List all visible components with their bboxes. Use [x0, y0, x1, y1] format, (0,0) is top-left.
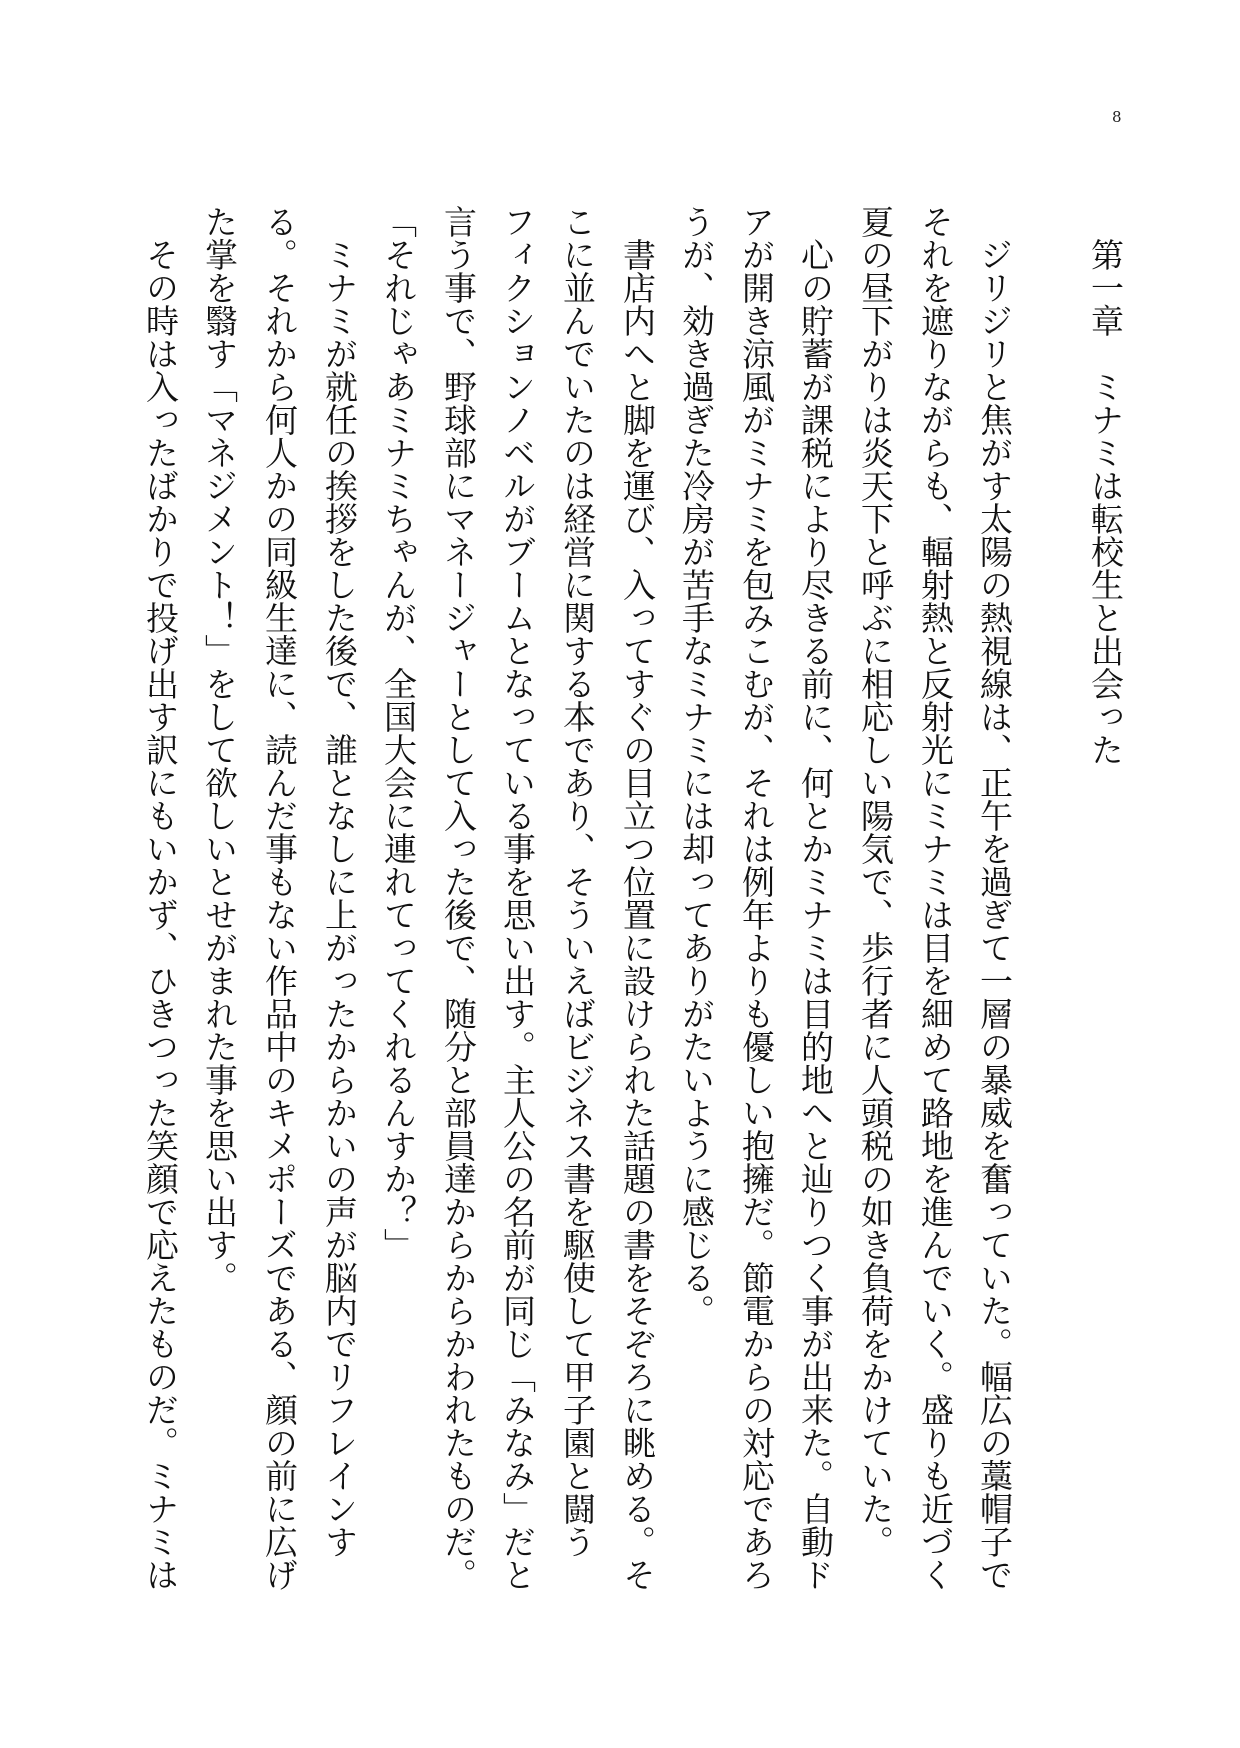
text-column: 書店内へと脚を運び、入ってすぐの目立つ位置に設けられた話題の書をそぞろに眺める。そ	[618, 205, 657, 1591]
text-column: それを遮りながらも、輻射熱と反射光にミナミは目を細めて路地を進んでいく。盛りも近づく	[916, 205, 955, 1591]
text-column: た掌を翳す「マネジメント！」をして欲しいとせがまれた事を思い出す。	[200, 205, 239, 1294]
text-column: 心の貯蓄が課税により尽きる前に、何とかミナミは目的地へと辿りつく事が出来た。自動ド	[796, 205, 835, 1591]
text-column: うが、効き過ぎた冷房が苦手なミナミには却ってありがたいように感じる。	[677, 205, 716, 1327]
text-column: フィクションノベルがブームとなっている事を思い出す。主人公の名前が同じ「みなみ」だと	[498, 205, 537, 1591]
text-column: 言う事で、野球部にマネージャーとして入った後で、随分と部員達からからかわれたものだ。	[439, 205, 478, 1591]
text-column: ミナミが就任の挨拶をした後で、誰となしに上がったからかいの声が脳内でリフレインす	[320, 205, 359, 1558]
dialogue-column: 「それじゃあミナミちゃんが、全国大会に連れてってくれるんすか？」	[379, 205, 418, 1261]
text-column: その時は入ったばかりで投げ出す訳にもいかず、ひきつった笑顔で応えたものだ。ミナミは	[141, 205, 180, 1591]
text-column: る。それから何人かの同級生達に、読んだ事もない作品中のキメポーズである、顔の前に広げ	[260, 205, 299, 1591]
chapter-title: 第一章 ミナミは転校生と出会った	[1086, 205, 1125, 766]
text-column: 夏の昼下がりは炎天下と呼ぶに相応しい陽気で、歩行者に人頭税の如き負荷をかけていた。	[856, 205, 895, 1558]
text-column: ジリジリと焦がす太陽の熱視線は、正午を過ぎて一層の暴威を奮っていた。幅広の藁帽子で	[975, 205, 1014, 1591]
text-column: アが開き涼風がミナミを包みこむが、それは例年よりも優しい抱擁だ。節電からの対応であろ	[737, 205, 776, 1591]
text-column: こに並んでいたのは経営に関する本であり、そういえばビジネス書を駆使して甲子園と闘う	[558, 205, 597, 1558]
page-number: 8	[1112, 108, 1122, 126]
